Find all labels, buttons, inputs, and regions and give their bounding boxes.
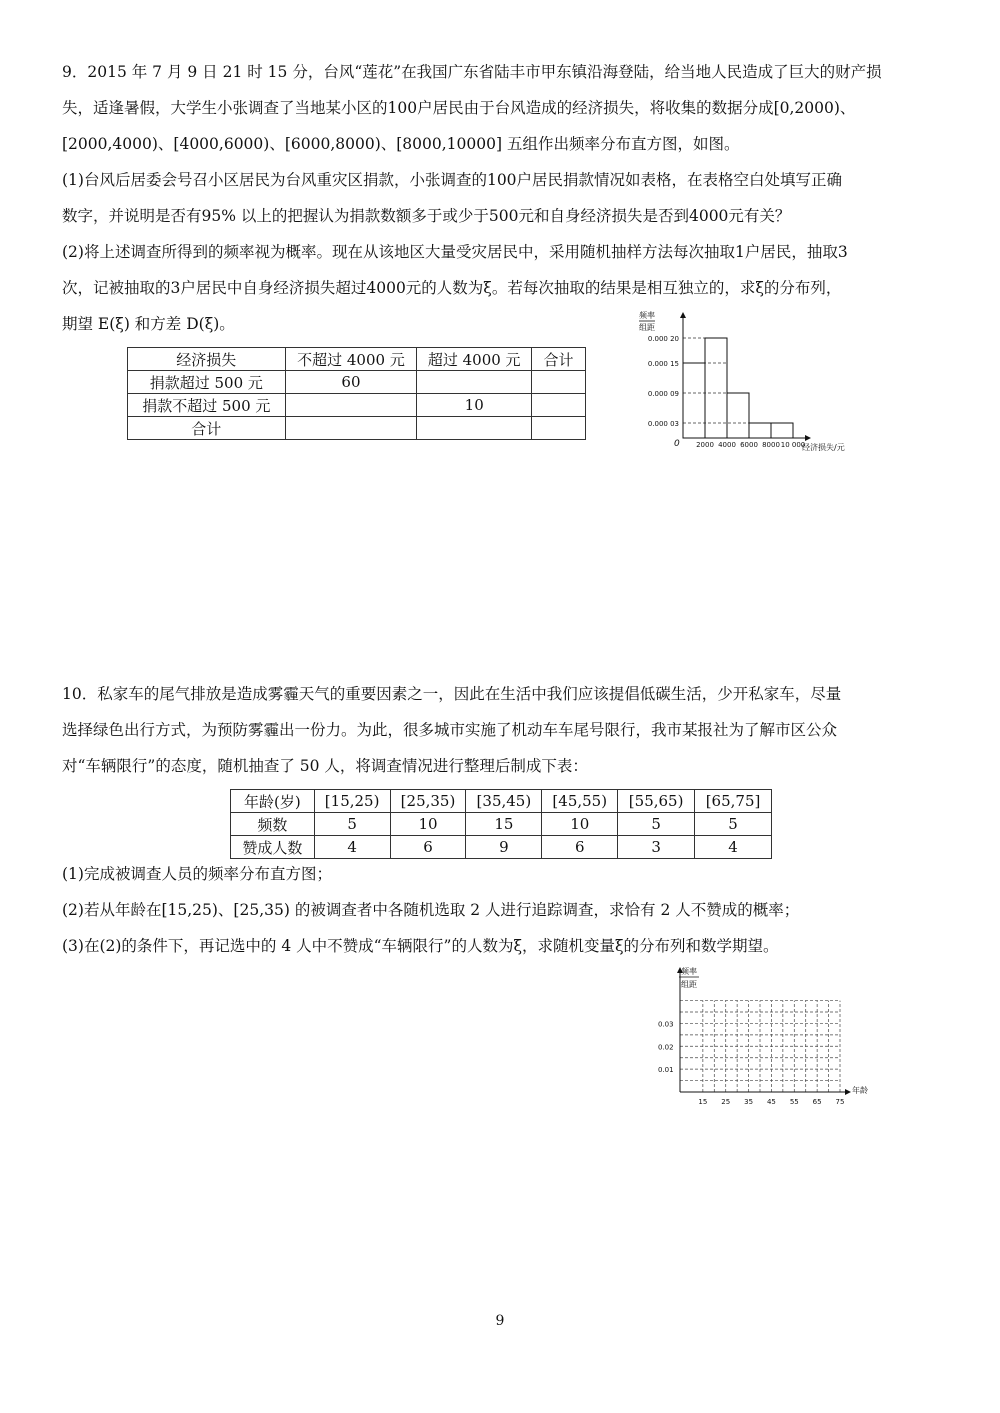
x-tick-label: 75 [835, 1098, 845, 1106]
y-label-top: 频率 [639, 311, 655, 320]
x-tick-label: 2000 [696, 441, 714, 449]
table-cell: 3 [618, 836, 695, 859]
table-cell [285, 417, 417, 440]
q9-table [127, 347, 586, 440]
table-cell: 9 [466, 836, 542, 859]
q10-table [230, 789, 772, 859]
q9-line: 9．2015 年 7 月 9 日 21 时 15 分，台风“莲花”在我国广东省陆丰市甲东镇沿海登陆，给当地人民造成了巨大的财产损 [62, 63, 882, 81]
table-header-row [128, 348, 586, 371]
q9-histogram [620, 305, 870, 455]
header-cell: 不超过 4000 元 [285, 348, 417, 371]
table-cell: 赞成人数 [231, 836, 315, 859]
x-axis-label: 年龄 [852, 1086, 868, 1095]
header-cell: 年龄(岁) [231, 790, 315, 813]
y-tick-label: 0.000 03 [647, 420, 679, 428]
y-tick-label: 0.000 15 [647, 360, 679, 368]
table-header-row [231, 790, 772, 813]
table-cell [532, 417, 586, 440]
q9-line: (2)将上述调查所得到的频率视为概率。现在从该地区大量受灾居民中，采用随机抽样方法每次抽取1户居民，抽取3 [62, 243, 848, 261]
q10-line: 10．私家车的尾气排放是造成雾霾天气的重要因素之一，因此在生活中我们应该提倡低碳生活，少开私家车，尽量 [62, 685, 842, 703]
x-tick-label: 35 [744, 1098, 754, 1106]
histogram-bar [749, 423, 771, 438]
table-cell [532, 394, 586, 417]
x-tick-label: 45 [766, 1098, 776, 1106]
q10-text [62, 676, 944, 784]
header-cell: 超过 4000 元 [417, 348, 532, 371]
table-cell: 10 [390, 813, 466, 836]
x-tick-label: 4000 [718, 441, 736, 449]
table-cell [285, 394, 417, 417]
header-cell: [45,55) [542, 790, 618, 813]
table-cell: 4 [314, 836, 390, 859]
q10-subline: (1)完成被调查人员的频率分布直方图； [62, 865, 332, 883]
q10-line: 选择绿色出行方式，为预防雾霾出一份力。为此，很多城市实施了机动车车尾号限行，我市某报社为了解市区公众 [62, 721, 838, 739]
table-cell: 5 [314, 813, 390, 836]
x-tick-label: 25 [721, 1098, 731, 1106]
q9-line: 次，记被抽取的3户居民中自身经济损失超过4000元的人数为ξ。若每次抽取的结果是相互独立的，求ξ的分布列， [62, 279, 842, 297]
table-cell: 6 [542, 836, 618, 859]
table-cell [417, 417, 532, 440]
q9-line: 期望 E(ξ) 和方差 D(ξ)。 [62, 315, 235, 333]
y-label-top: 频率 [681, 967, 697, 976]
table-cell: 60 [285, 371, 417, 394]
x-tick-label: 8000 [762, 441, 780, 449]
table-row [128, 371, 586, 394]
table-cell [417, 371, 532, 394]
table-cell: 5 [618, 813, 695, 836]
q9-text [62, 54, 944, 342]
table-cell: 捐款不超过 500 元 [128, 394, 286, 417]
header-cell: [65,75] [695, 790, 772, 813]
y-label-bottom: 组距 [639, 323, 655, 332]
x-tick-label: 15 [698, 1098, 708, 1106]
q9-line: 数字，并说明是否有95% 以上的把握认为捐款数额多于或少于500元和自身经济损失是否到4000元有关？ [62, 207, 791, 225]
header-cell: 经济损失 [128, 348, 286, 371]
x-tick-label: 10 000 [780, 441, 806, 449]
table-cell: 4 [695, 836, 772, 859]
y-tick-label: 0.000 20 [647, 335, 679, 343]
origin-label: 0 [674, 439, 680, 449]
y-tick-label: 0.02 [658, 1043, 674, 1052]
histogram-bar [683, 363, 705, 438]
header-cell: [15,25) [314, 790, 390, 813]
x-tick-label: 6000 [740, 441, 758, 449]
table-cell: 5 [695, 813, 772, 836]
table-row [128, 394, 586, 417]
y-tick-label: 0.01 [658, 1066, 674, 1075]
table-cell: 频数 [231, 813, 315, 836]
y-label-bottom: 组距 [681, 980, 697, 989]
q9-line: (1)台风后居委会号召小区居民为台风重灾区捐款，小张调查的100户居民捐款情况如表格，在表格空白处填写正确 [62, 171, 843, 189]
y-tick-label: 0.000 09 [647, 390, 679, 398]
q10-subquestions [62, 856, 944, 964]
table-cell: 捐款超过 500 元 [128, 371, 286, 394]
q9-line: [2000,4000)、[4000,6000)、[6000,8000)、[8000,10000] 五组作出频率分布直方图，如图。 [62, 135, 740, 153]
table-cell: 10 [542, 813, 618, 836]
q10-subline: (3)在(2)的条件下，再记选中的 4 人中不赞成“车辆限行”的人数为ξ，求随机变量ξ的分布列和数学期望。 [62, 937, 779, 955]
table-cell: 10 [417, 394, 532, 417]
histogram-bar [727, 393, 749, 438]
header-cell: 合计 [532, 348, 586, 371]
y-tick-label: 0.03 [658, 1020, 674, 1029]
table-cell: 15 [466, 813, 542, 836]
header-cell: [55,65) [618, 790, 695, 813]
table-cell [532, 371, 586, 394]
table-row [128, 417, 586, 440]
histogram-bar [771, 423, 793, 438]
table-row [231, 813, 772, 836]
header-cell: [25,35) [390, 790, 466, 813]
x-tick-label: 55 [789, 1098, 799, 1106]
x-tick-label: 65 [812, 1098, 822, 1106]
page-number: 9 [495, 1313, 505, 1329]
q10-line: 对“车辆限行”的态度，随机抽查了 50 人，将调查情况进行整理后制成下表： [62, 757, 588, 775]
q10-subline: (2)若从年龄在[15,25)、[25,35) 的被调查者中各随机选取 2 人进行追踪调查，求恰有 2 人不赞成的概率； [62, 901, 800, 919]
header-cell: [35,45) [466, 790, 542, 813]
table-cell: 合计 [128, 417, 286, 440]
table-cell: 6 [390, 836, 466, 859]
x-axis-label: 经济损失/元 [802, 443, 845, 452]
q9-line: 失，适逢暑假，大学生小张调查了当地某小区的100户居民由于台风造成的经济损失，将收集的数据分成[0,2000)、 [62, 99, 856, 117]
q10-histogram-grid [630, 960, 880, 1110]
